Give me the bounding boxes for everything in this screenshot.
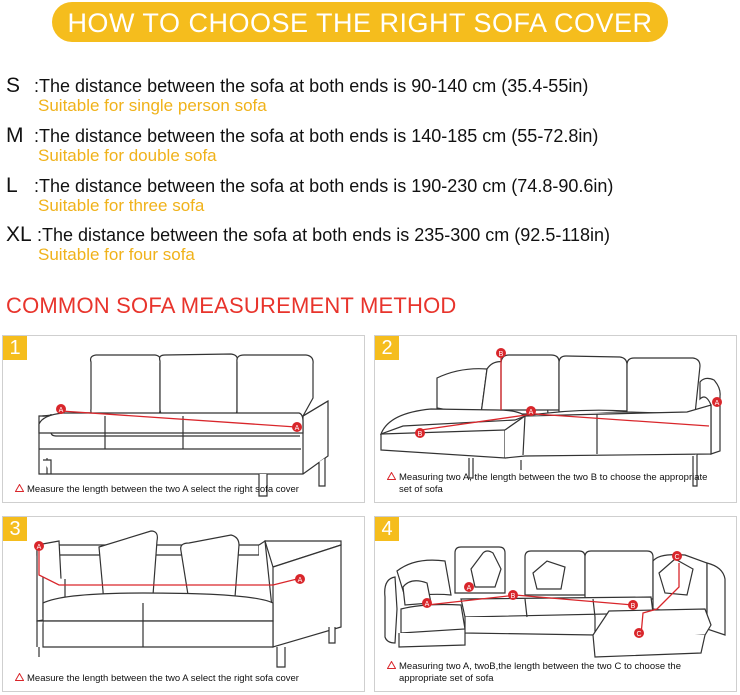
size-desc: :The distance between the sofa at both ends is 90-140 cm (35.4-55in) bbox=[34, 76, 589, 96]
panel-number: 4 bbox=[375, 517, 399, 541]
panel-caption: Measure the length between the two A select the right sofa cover bbox=[15, 484, 345, 496]
size-desc: :The distance between the sofa at both ends is 235-300 cm (92.5-118in) bbox=[37, 225, 611, 245]
size-letter: L bbox=[6, 174, 18, 197]
size-row-l bbox=[6, 174, 614, 215]
size-row-s bbox=[6, 74, 589, 115]
size-row-m bbox=[6, 124, 599, 165]
panel-caption: Measure the length between the two A select the right sofa cover bbox=[15, 673, 345, 685]
marker-label: A bbox=[466, 585, 472, 592]
section-title: COMMON SOFA MEASUREMENT METHOD bbox=[6, 293, 457, 318]
size-note: Suitable for three sofa bbox=[38, 196, 205, 215]
warning-icon bbox=[15, 673, 24, 681]
title-banner bbox=[52, 2, 668, 42]
panel-number: 3 bbox=[3, 517, 27, 541]
page-title: HOW TO CHOOSE THE RIGHT SOFA COVER bbox=[67, 8, 653, 38]
marker-label: B bbox=[630, 603, 636, 610]
panel-3 bbox=[2, 516, 365, 692]
marker-label: A bbox=[297, 577, 303, 584]
size-letter: XL bbox=[6, 223, 32, 246]
marker-label: A bbox=[714, 400, 720, 407]
size-note: Suitable for single person sofa bbox=[38, 96, 267, 115]
marker-label: A bbox=[528, 409, 534, 416]
panel-number: 2 bbox=[375, 336, 399, 360]
sofa-1-illustration bbox=[3, 336, 364, 502]
warning-icon bbox=[15, 484, 24, 492]
panel-caption: Measuring two A, twoB,the length between the two C to choose the appropriate set of sofa bbox=[387, 661, 717, 685]
panel-4 bbox=[374, 516, 737, 692]
size-letter: S bbox=[6, 74, 21, 97]
panel-1 bbox=[2, 335, 365, 503]
sofa-3-illustration bbox=[3, 517, 364, 691]
panel-caption: Measuring two A, the length between the two B to choose the appropriate set of sofa bbox=[387, 472, 717, 496]
size-note: Suitable for double sofa bbox=[38, 146, 217, 165]
size-row-xl bbox=[6, 223, 611, 264]
marker-label: A bbox=[36, 544, 42, 551]
marker-label: B bbox=[417, 431, 423, 438]
size-desc: :The distance between the sofa at both ends is 190-230 cm (74.8-90.6in) bbox=[34, 176, 614, 196]
panel-2 bbox=[374, 335, 737, 503]
warning-icon bbox=[387, 661, 396, 669]
size-note: Suitable for four sofa bbox=[38, 245, 195, 264]
warning-icon bbox=[387, 472, 396, 480]
marker-label: B bbox=[498, 351, 504, 358]
marker-label: C bbox=[636, 631, 642, 638]
marker-label: B bbox=[510, 593, 516, 600]
marker-label: A bbox=[58, 407, 64, 414]
marker-label: A bbox=[294, 425, 300, 432]
panel-number: 1 bbox=[3, 336, 27, 360]
size-desc: :The distance between the sofa at both ends is 140-185 cm (55-72.8in) bbox=[34, 126, 599, 146]
size-letter: M bbox=[6, 124, 24, 147]
marker-label: A bbox=[424, 601, 430, 608]
marker-label: C bbox=[674, 554, 680, 561]
